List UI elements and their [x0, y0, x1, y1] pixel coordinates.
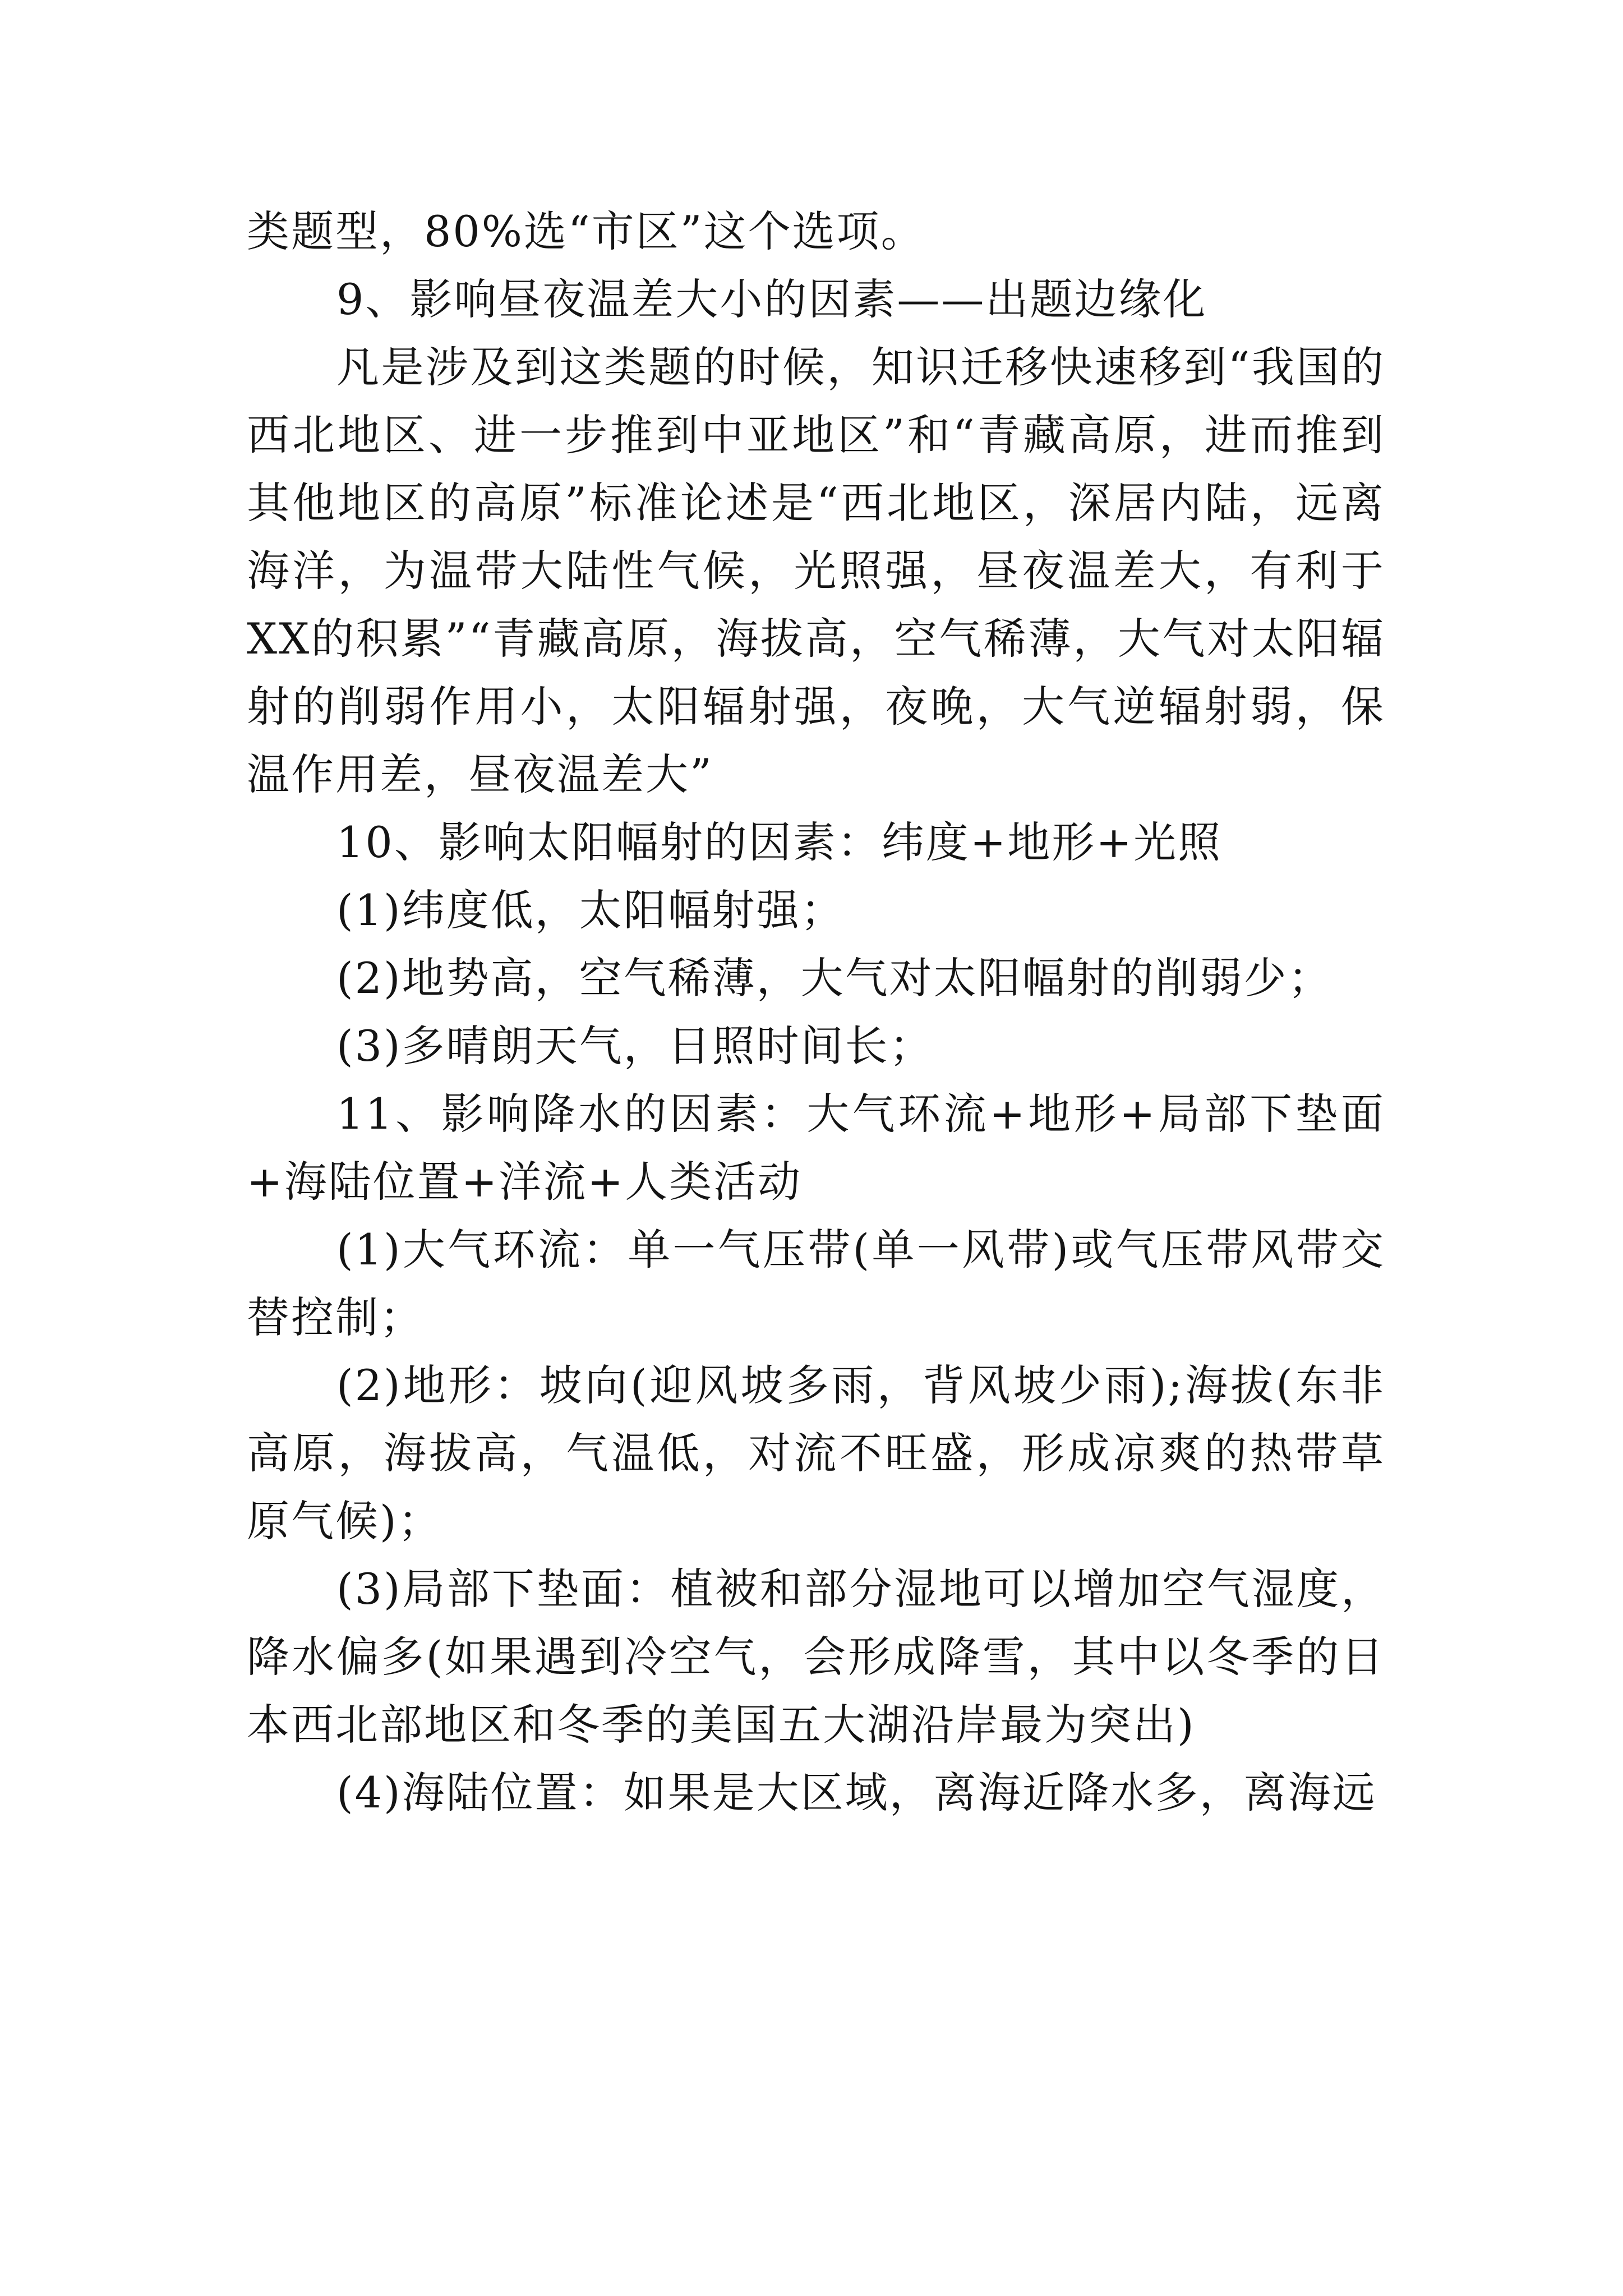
list-item: (3)多晴朗天气，日照时间长；: [336, 1021, 934, 1071]
list-item: (4)海陆位置：如果是大区域，离海近降水多，离海远: [336, 1768, 1377, 1818]
paragraph: 类题型，80%选“市区”这个选项。: [247, 206, 925, 256]
list-item: (2)地势高，空气稀薄，大气对太阳幅射的削弱少；: [336, 953, 1332, 1003]
section-heading: 10、影响太阳幅射的因素：纬度+地形+光照: [336, 817, 1223, 867]
list-item: (1)大气环流：单一气压带(单一风带)或气压带风带交替控制；: [247, 1225, 1385, 1342]
document-body: [247, 197, 1385, 1826]
list-item: (1)纬度低，太阳幅射强；: [336, 885, 845, 935]
section-heading: 11、影响降水的因素：大气环流+地形+局部下垫面+海陆位置+洋流+人类活动: [247, 1089, 1385, 1207]
list-item: (2)地形：坡向(迎风坡多雨，背风坡少雨);海拔(东非高原，海拔高，气温低，对流不旺盛，形成凉爽的热带草原气候)；: [247, 1360, 1385, 1546]
list-item: (3)局部下垫面：植被和部分湿地可以增加空气湿度，降水偏多(如果遇到冷空气，会形成降雪，其中以冬季的日本西北部地区和冬季的美国五大湖沿岸最为突出): [247, 1564, 1385, 1750]
section-heading: 9、影响昼夜温差大小的因素——出题边缘化: [336, 274, 1207, 324]
paragraph: 凡是涉及到这类题的时候，知识迁移快速移到“我国的西北地区、进一步推到中亚地区”和“青藏高原，进而推到其他地区的高原”标准论述是“西北地区，深居内陆，远离海洋，为温带大陆性气候，光照强，昼夜温差大，有利于XX的积累”“青藏高原，海拔高，空气稀薄，大气对太阳辐射的削弱作用小，太阳辐射强，夜晚，大气逆辐射弱，保温作用差，昼夜温差大”: [247, 342, 1385, 799]
